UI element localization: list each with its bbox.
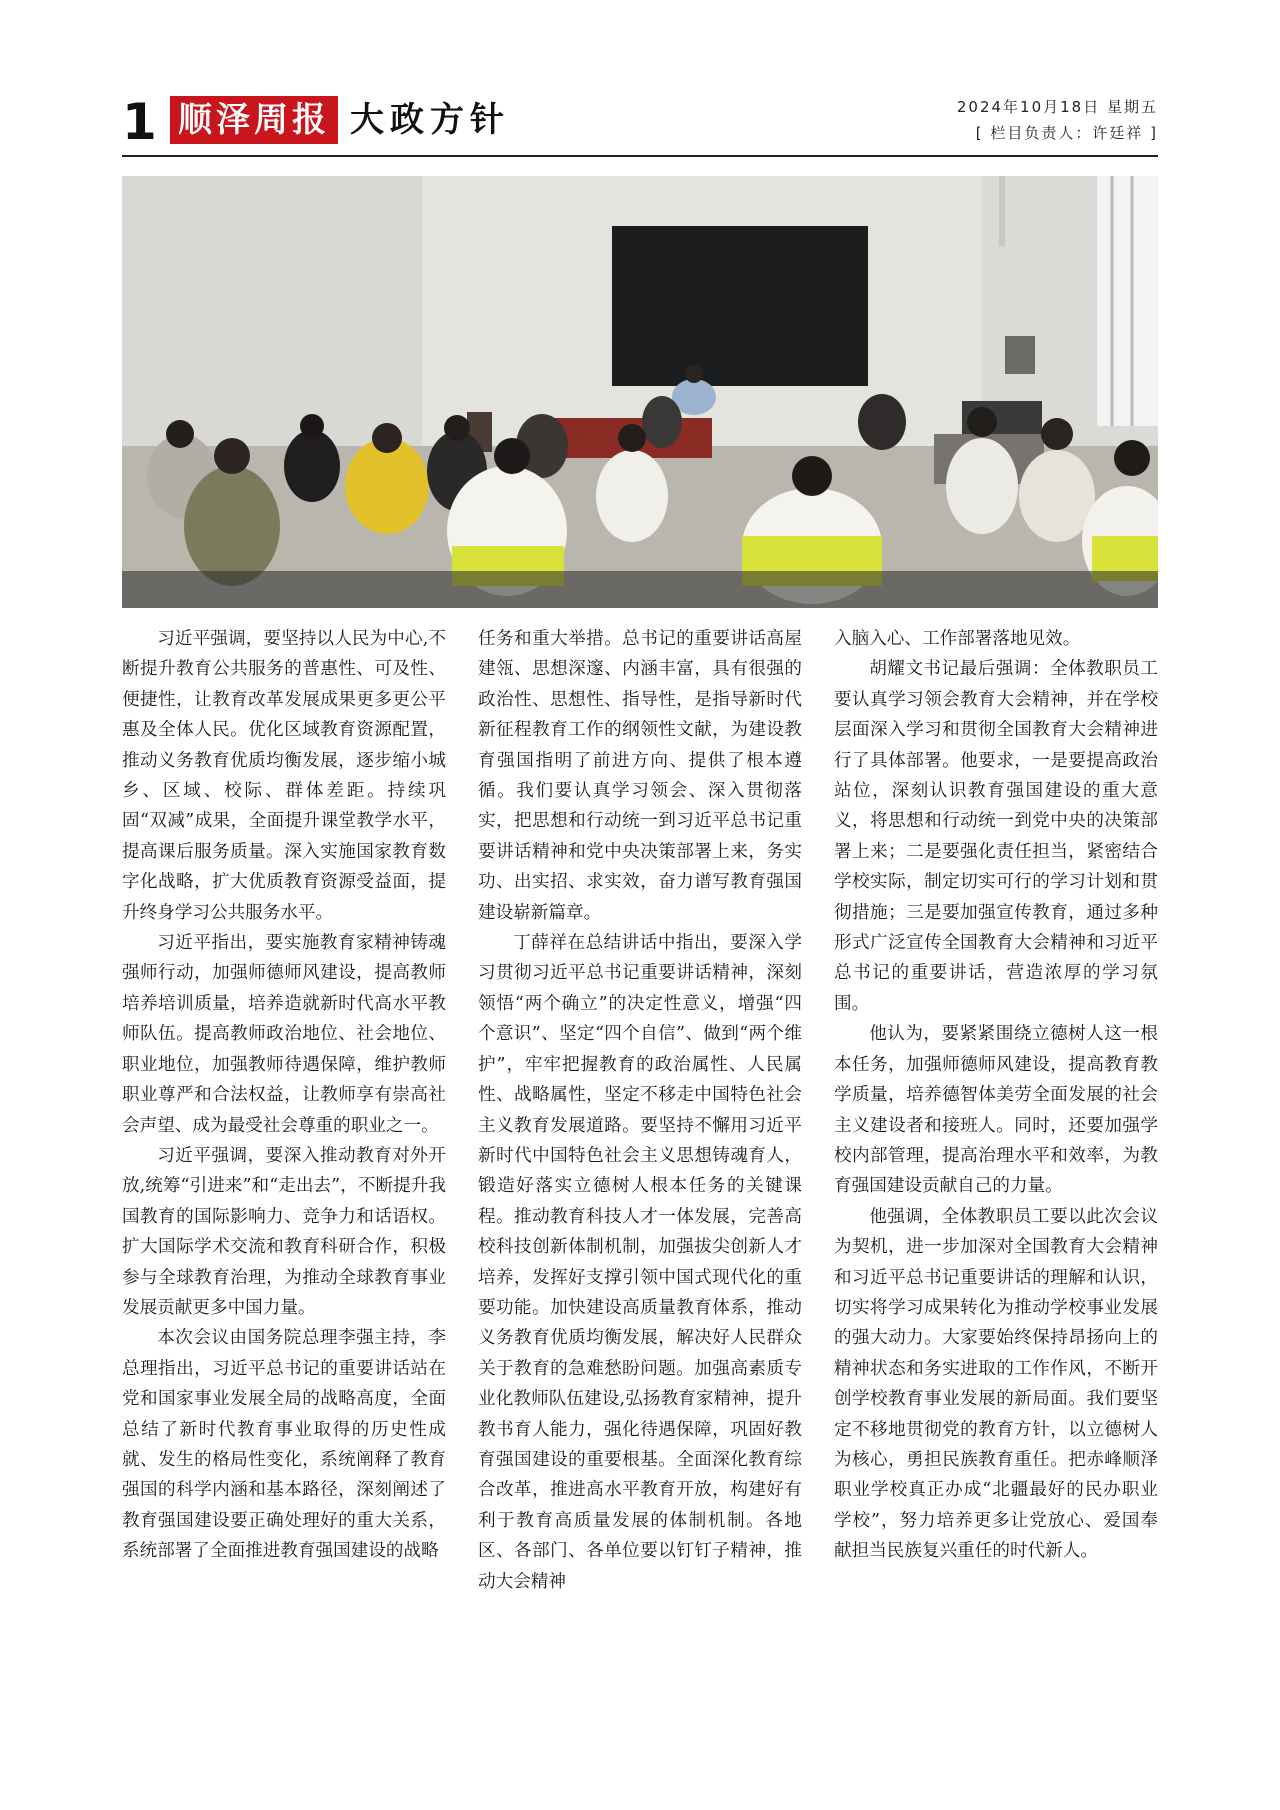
issue-date: 2024年10月18日 星期五: [956, 98, 1158, 116]
paragraph: 习近平指出，要实施教育家精神铸魂强师行动，加强师德师风建设，提高教师培养培训质量，培养造就新时代高水平教师队伍。提高教师政治地位、社会地位、职业地位，加强教师待遇保障，维护教师职业尊严和合法权益，让教师享有崇高社会声望、成为最受社会尊重的职业之一。: [122, 933, 446, 1136]
meeting-photo: [122, 176, 1158, 608]
paragraph: 他认为，要紧紧围绕立德树人这一根本任务，加强师德师风建设，提高教育教学质量，培养德智体美劳全面发展的社会主义建设者和接班人。同时，还要加强学校内部管理，提高治理水平和效率，为教育强国建设贡献自己的力量。: [834, 1024, 1158, 1197]
section-title: 大政方针: [350, 100, 510, 140]
paragraph-continued: 任务和重大举措。总书记的重要讲话高屋建瓴、思想深邃、内涵丰富，具有很强的政治性、思想性、指导性，是指导新时代新征程教育工作的纲领性文献，为建设教育强国指明了前进方向、提供了根本遵循。我们要认真学习领会、深入贯彻落实，把思想和行动统一到习近平总书记重要讲话精神和党中央决策部署上来，务实功、出实招、求实效，奋力谱写教育强国建设崭新篇章。: [478, 629, 802, 923]
newspaper-logo: 顺泽周报: [170, 96, 338, 144]
paragraph: 本次会议由国务院总理李强主持，李总理指出，习近平总书记的重要讲话站在党和国家事业发展全局的战略高度，全面总结了新时代教育事业取得的历史性成就、发生的格局性变化，系统阐释了教育强国的科学内涵和基本路径，深刻阐述了教育强国建设要正确处理好的重大关系，系统部署了全面推进教育强国建设的战略: [122, 1328, 446, 1562]
paragraph: 习近平强调，要坚持以人民为中心,不断提升教育公共服务的普惠性、可及性、便捷性，让教育改革发展成果更多更公平惠及全体人民。优化区域教育资源配置，推动义务教育优质均衡发展，逐步缩小城乡、区域、校际、群体差距。持续巩固“双减”成果，全面提升课堂教学水平，提高课后服务质量。深入实施国家教育数字化战略，扩大优质教育资源受益面，提升终身学习公共服务水平。: [122, 629, 446, 923]
paragraph: 丁薛祥在总结讲话中指出，要深入学习贯彻习近平总书记重要讲话精神，深刻领悟“两个确立”的决定性意义，增强“四个意识”、坚定“四个自信”、做到“两个维护”，牢牢把握教育的政治属性、人民属性、战略属性，坚定不移走中国特色社会主义教育发展道路。要坚持不懈用习近平新时代中国特色社会主义思想铸魂育人，锻造好落实立德树人根本任务的关键课程。推动教育科技人才一体发展，完善高校科技创新体制机制，加强拔尖创新人才培养，发挥好支撑引领中国式现代化的重要功能。加快建设高质量教育体系，推动义务教育优质均衡发展，解决好人民群众关于教育的急难愁盼问题。加强高素质专业化教师队伍建设,弘扬教育家精神，提升教书育人能力，强化待遇保障，巩固好教育强国建设的重要根基。全面深化教育综合改革，推进高水平教育开放，构建好有利于教育高质量发展的体制机制。各地区、各部门、各单位要以钉钉子精神，推动大会精神: [478, 933, 802, 1592]
page-number: 1: [122, 93, 157, 151]
paragraph: 胡耀文书记最后强调：全体教职员工要认真学习领会教育大会精神，并在学校层面深入学习和贯彻全国教育大会精神进行了具体部署。他要求，一是要提高政治站位，深刻认识教育强国建设的重大意义，将思想和行动统一到党中央的决策部署上来；二是要强化责任担当，紧密结合学校实际，制定切实可行的学习计划和贯彻措施；三是要加强宣传教育，通过多种形式广泛宣传全国教育大会精神和习近平总书记的重要讲话，营造浓厚的学习氛围。: [834, 659, 1158, 1014]
masthead: [122, 94, 1158, 156]
article-column-1: [122, 624, 446, 1567]
paragraph: 习近平强调，要深入推动教育对外开放,统筹“引进来”和“走出去”，不断提升我国教育的国际影响力、竞争力和话语权。扩大国际学术交流和教育科研合作，积极参与全球教育治理，为推动全球教育事业发展贡献更多中国力量。: [122, 1145, 446, 1318]
paragraph-continued: 入脑入心、工作部署落地见效。: [834, 629, 1081, 649]
header-divider: [122, 155, 1158, 157]
article-column-3: [834, 624, 1158, 1567]
article-body: [122, 624, 1158, 1684]
article-column-2: [478, 624, 802, 1597]
column-editor: [ 栏目负责人：许廷祥 ]: [975, 124, 1158, 142]
paragraph: 他强调，全体教职员工要以此次会议为契机，进一步加深对全国教育大会精神和习近平总书记重要讲话的理解和认识，切实将学习成果转化为推动学校事业发展的强大动力。大家要始终保持昂扬向上的精神状态和务实进取的工作作风，不断开创学校教育事业发展的新局面。我们要坚定不移地贯彻党的教育方针，以立德树人为核心，勇担民族教育重任。把赤峰顺泽职业学校真正办成“北疆最好的民办职业学校”，努力培养更多让党放心、爱国奉献担当民族复兴重任的时代新人。: [834, 1206, 1158, 1562]
